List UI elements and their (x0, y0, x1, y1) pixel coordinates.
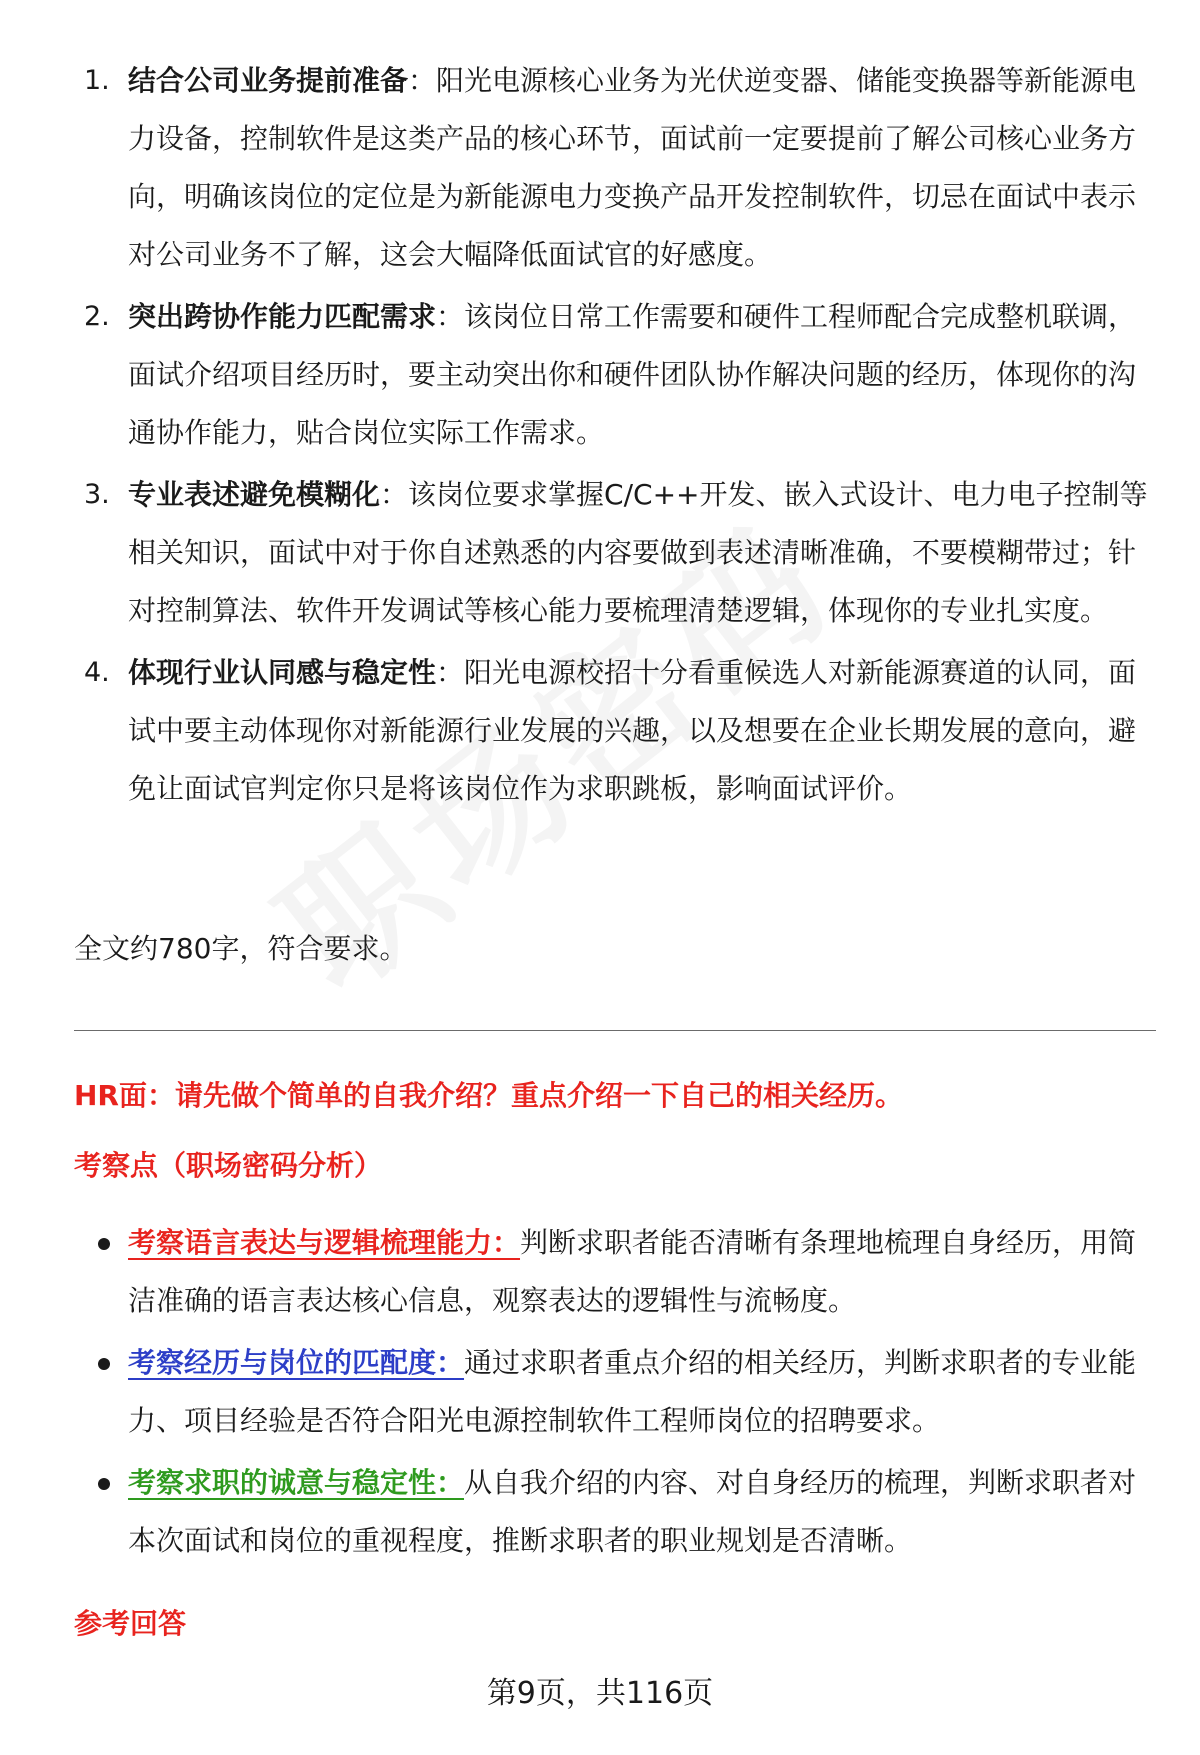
list-item (0, 288, 1200, 462)
list-number: 4. (84, 657, 110, 688)
bullet-icon (98, 1478, 110, 1490)
bullet-keyword: 考察语言表达与逻辑梳理能力： (128, 1226, 521, 1259)
item-text: 阳光电源校招十分看重候选人对新能源赛道的认同，面试中要主动体现你对新能源行业发展的兴趣，以及想要在企业长期发展的意向，避免让面试官判定你只是将该岗位作为求职跳板，影响面试评价。 (128, 656, 1137, 805)
list-number: 1. (84, 65, 110, 96)
bullet-text: 通过求职者重点介绍的相关经历，判断求职者的专业能力、项目经验是否符合阳光电源控制软件工程师岗位的招聘要求。 (128, 1346, 1137, 1437)
bullet-text: 从自我介绍的内容、对自身经历的梳理，判断求职者对本次面试和岗位的重视程度，推断求职者的职业规划是否清晰。 (128, 1466, 1137, 1557)
bullet-body (128, 1454, 1148, 1570)
list-item-body (128, 288, 1148, 462)
question-heading: HR面：请先做个简单的自我介绍？重点介绍一下自己的相关经历。 (74, 1079, 903, 1112)
divider (74, 1030, 1156, 1031)
item-separator: ： (408, 64, 437, 97)
numbered-list (0, 52, 1200, 822)
item-title: 体现行业认同感与稳定性 (128, 656, 437, 689)
item-title: 突出跨协作能力匹配需求 (128, 300, 437, 333)
list-item-body (128, 466, 1148, 640)
bullet-text: 判断求职者能否清晰有条理地梳理自身经历，用简洁准确的语言表达核心信息，观察表达的逻辑性与流畅度。 (128, 1226, 1137, 1317)
item-text: 该岗位要求掌握C/C++开发、嵌入式设计、电力电子控制等相关知识，面试中对于你自述熟悉的内容要做到表述清晰准确，不要模糊带过；针对控制算法、软件开发调试等核心能力要梳理清楚逻辑，体现你的专业扎实度。 (128, 478, 1148, 627)
bullet-item (0, 1214, 1200, 1330)
bullet-keyword: 考察求职的诚意与稳定性： (128, 1466, 465, 1499)
summary-text: 全文约780字，符合要求。 (74, 932, 408, 965)
list-item (0, 52, 1200, 284)
analysis-heading: 考察点（职场密码分析） (74, 1149, 383, 1182)
list-item (0, 466, 1200, 640)
item-separator: ： (436, 656, 465, 689)
bullet-icon (98, 1238, 110, 1250)
bullet-body (128, 1334, 1148, 1450)
bullet-list (0, 1214, 1200, 1574)
list-number: 3. (84, 479, 110, 510)
list-number: 2. (84, 301, 110, 332)
bullet-item (0, 1454, 1200, 1570)
bullet-body (128, 1214, 1148, 1330)
item-title: 专业表述避免模糊化 (128, 478, 381, 511)
bullet-item (0, 1334, 1200, 1450)
list-item-body (128, 644, 1148, 818)
item-text: 阳光电源核心业务为光伏逆变器、储能变换器等新能源电力设备，控制软件是这类产品的核心环节，面试前一定要提前了解公司核心业务方向，明确该岗位的定位是为新能源电力变换产品开发控制软件，切忌在面试中表示对公司业务不了解，这会大幅降低面试官的好感度。 (128, 64, 1137, 271)
page-footer: 第9页，共116页 (486, 1676, 714, 1711)
reference-answer-heading: 参考回答 (74, 1607, 187, 1640)
item-separator: ： (436, 300, 465, 333)
bullet-keyword: 考察经历与岗位的匹配度： (128, 1346, 465, 1379)
list-item-body (128, 52, 1148, 284)
bullet-icon (98, 1358, 110, 1370)
item-separator: ： (380, 478, 409, 511)
list-item (0, 644, 1200, 818)
item-title: 结合公司业务提前准备 (128, 64, 409, 97)
item-text: 该岗位日常工作需要和硬件工程师配合完成整机联调，面试介绍项目经历时，要主动突出你和硬件团队协作解决问题的经历，体现你的沟通协作能力，贴合岗位实际工作需求。 (128, 300, 1137, 449)
